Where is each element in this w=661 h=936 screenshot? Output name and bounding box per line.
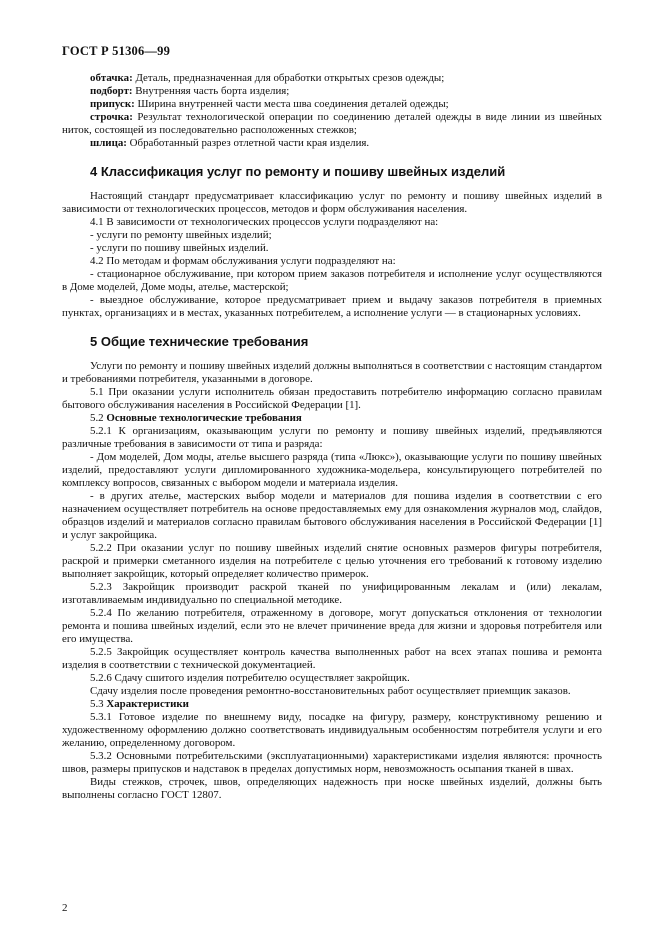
definition-term: шлица: (90, 137, 127, 149)
subsection-title: Основные технологические требования (106, 412, 302, 424)
paragraph: 5.2.5 Закройщик осуществляет контроль качества выполненных работ на всех этапах пошива и ремонта изделия в соответствии с технической документацией. (62, 646, 602, 671)
paragraph: 5.3.1 Готовое изделие по внешнему виду, посадке на фигуру, размеру, конструктивному решению и художественному оформлению должно соответствовать индивидуальным особенностям потребителя услуги и его желанию, определенному договором. (62, 711, 602, 749)
section-5-heading: 5 Общие технические требования (90, 334, 309, 349)
definition-item (62, 111, 602, 137)
paragraph: 5.2.1 К организациям, оказывающим услуги по ремонту и пошиву швейных изделий, предъявляются различные требования в зависимости от типа и разряда: (62, 425, 602, 450)
list-item: - стационарное обслуживание, при котором прием заказов потребителя и исполнение услуг осуществляются в Доме моделей, Доме моды, ателье, мастерской; (62, 268, 602, 293)
list-item: - выездное обслуживание, которое предусматривает прием и выдачу заказов потребителя в приемных пунктах, организациях и в местах, указанных потребителем, а исполнение услуги — в стационарных условиях. (62, 294, 602, 319)
definition-term: подборт: (90, 85, 133, 97)
paragraph: 5.2.4 По желанию потребителя, отраженному в договоре, могут допускаться отклонения от технологии ремонта и пошива швейных изделий, если это не влечет причинение вреда для жизни и здоровья потребителя или его имущества. (62, 607, 602, 645)
definition-text: Ширина внутренней части места шва соединения деталей одежды; (134, 98, 449, 110)
section-4-heading: 4 Классификация услуг по ремонту и пошиву швейных изделий (90, 164, 506, 179)
paragraph: 5.1 При оказании услуги исполнитель обязан предоставить потребителю информацию согласно правилам бытового обслуживания населения в Российской Федерации [1]. (62, 386, 602, 411)
definition-item (62, 72, 602, 85)
page-number: 2 (62, 902, 68, 914)
subsection-heading (62, 412, 602, 425)
subsection-number: 5.3 (90, 698, 107, 710)
list-item: - в других ателье, мастерских выбор модели и материалов для пошива изделия в соответствии с его назначением осуществляет потребитель на основе предоставляемых ему для ознакомления журналов мод, слайдов, образцов изделий и материалов согласно правилам бытового обслуживания населения в Российской Федерации [1] и услуг закройщика. (62, 490, 602, 541)
list-item: - услуги по пошиву швейных изделий. (90, 242, 269, 254)
definition-text: Внутренняя часть борта изделия; (132, 85, 290, 97)
paragraph: 5.3.2 Основными потребительскими (эксплуатационными) характеристиками изделия являются: прочность швов, размеры припусков и надставок в пределах допустимых норм, невозможность осыпания тканей в швах. (62, 750, 602, 775)
definition-term: обтачка: (90, 72, 133, 84)
definition-term: строчка: (90, 111, 133, 123)
list-item: - услуги по ремонту швейных изделий; (90, 229, 272, 241)
paragraph: 5.2.2 При оказании услуг по пошиву швейных изделий снятие основных размеров фигуры потребителя, раскрой и примерки сметанного изделия на потребителе с целью уточнения его требований к готовому изделию выполняет закройщик, который определяет количество примерок. (62, 542, 602, 580)
definition-term: припуск: (90, 98, 135, 110)
paragraph: Виды стежков, строчек, швов, определяющих надежность при носке швейных изделий, должны быть выполнены согласно ГОСТ 12807. (62, 776, 602, 801)
definition-item (62, 137, 602, 150)
paragraph: Сдачу изделия после проведения ремонтно-восстановительных работ осуществляет приемщик заказов. (90, 685, 571, 697)
definition-text: Результат технологической операции по соединению деталей одежды в виде линии из швейных ниток, состоящей из последовательно расположенных стежков; (62, 111, 602, 136)
subsection-number: 5.2 (90, 412, 107, 424)
document-body (62, 72, 602, 802)
paragraph: Настоящий стандарт предусматривает классификацию услуг по ремонту и пошиву швейных изделий в зависимости от технологических процессов, методов и форм обслуживания населения. (62, 190, 602, 215)
paragraph: 4.2 По методам и формам обслуживания услуги подразделяют на: (90, 255, 396, 267)
paragraph: 5.2.3 Закройщик производит раскрой тканей по унифицированным лекалам и (или) лекалам, изготавливаемым индивидуально по специальной методике. (62, 581, 602, 606)
paragraph: 5.2.6 Сдачу сшитого изделия потребителю осуществляет закройщик. (90, 672, 410, 684)
subsection-heading (62, 698, 602, 711)
paragraph: 4.1 В зависимости от технологических процессов услуги подразделяют на: (90, 216, 439, 228)
list-item: - Дом моделей, Дом моды, ателье высшего разряда (типа «Люкс»), оказывающие услуги по пошиву швейных изделий, предоставляют услуги дипломированного художника-модельера, консультирующего потребителей по комплексу вопросов, связанных с выбором модели и материала изделия. (62, 451, 602, 489)
paragraph: Услуги по ремонту и пошиву швейных изделий должны выполняться в соответствии с настоящим стандартом и требованиями потребителя, указанными в договоре. (62, 360, 602, 385)
definition-text: Деталь, предназначенная для обработки открытых срезов одежды; (132, 72, 445, 84)
definition-text: Обработанный разрез отлетной части края изделия. (126, 137, 370, 149)
document-code-header: ГОСТ Р 51306—99 (62, 44, 171, 58)
definition-item (62, 85, 602, 98)
subsection-title: Характеристики (106, 698, 189, 710)
definition-item (62, 98, 602, 111)
